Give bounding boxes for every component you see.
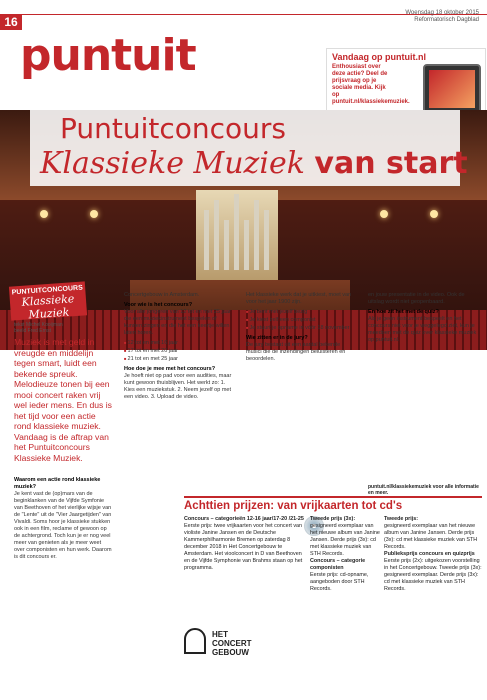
prizes-column-3 bbox=[384, 516, 482, 593]
concertgebouw-wordmark bbox=[212, 630, 252, 657]
concertgebouw-mark-icon bbox=[184, 628, 206, 654]
column-heading: Hoe doe je mee met het concours? bbox=[124, 366, 216, 372]
lamp-icon bbox=[380, 210, 388, 218]
column-heading: Wie zitten er in de jury? bbox=[246, 335, 308, 341]
prize-text: gesigneerd exemplaar van het nieuwe album van Janine Jansen. Derde prijs (3x): cd met klassieke muziek van STH Records. bbox=[310, 523, 380, 557]
badge-top: PUNTUITCONCOURS bbox=[11, 284, 84, 297]
column-text: Je kent vast de (op)mars van de beginklanken van de Vijfde Symfonie van Beethoven of het vierlijke wijsje van de "Lente" uit de "Vier Jaargetijden" van Vivaldi. Soms hoor je klassieke stukken ook in een film, reclame of gewoon op de achtergrond. Toch kun je er nog veel meer van genieten als je meer weet over componisten en hun werk. Daarom is dit concours er. bbox=[14, 491, 112, 560]
date-line bbox=[405, 10, 479, 24]
credit-text: tekst Michel Kooijman bbox=[14, 322, 63, 328]
publisher-text: Reformatorisch Dagblad bbox=[414, 17, 479, 23]
list-item: ■ 17 tot en met 20 jaar bbox=[124, 347, 234, 355]
column-text: De jury bestaat uit een aantal bekende musici die de inzendingen beluisteren en beoordelen. bbox=[246, 342, 346, 362]
footnote-link[interactable]: puntuit.nl/klassiekemuziek voor alle informatie en meer. bbox=[368, 484, 479, 496]
column-text: Het klassieke werk dat je uitkiest, moet van voor het jaar 1900 zijn. bbox=[246, 292, 352, 305]
column-text: Als je geen instrument bespeelt en het concours niet voor je weggelegd ziet, kun je meedoen met de quiz over klassieke muziek op puntuit.nl. bbox=[368, 316, 477, 343]
page-number: 16 bbox=[0, 14, 22, 30]
column-text: Je hoeft niet op pad voor een audities, maar kunt gewoon thuisblijven. Het werkt zo: 1. Kies een muziekstuk. 2. Neem jezelf op met een video. 3. Upload de video. bbox=[124, 373, 232, 400]
date-text: Woensdag 18 oktober 2015 bbox=[405, 10, 479, 16]
promo-box[interactable] bbox=[326, 48, 486, 118]
credits bbox=[14, 322, 63, 334]
prize-heading: Publieksprijs concours en quizprijs bbox=[384, 551, 475, 557]
logo-line: GEBOUW bbox=[212, 648, 249, 657]
prize-text: Eerste prijs: twee vrijkaarten voor het concert van violiste Janine Jansen en de Deutsche Kammerphilharmonie Bremen op zaterdag 8 december 2018 in Het Concertgebouw te Amsterdam. Het vioolconcert in D van Beethoven en de Vijfde Symphonie van Brahms staan op het programma. bbox=[184, 523, 303, 571]
column-heading: Waarom een actie rond klassieke muziek? bbox=[14, 477, 101, 490]
promo-text: Enthousiast over deze actie? Deel de prijsvraag op je sociale media. Kijk op puntuit.nl/klassiekemuziek. bbox=[332, 64, 410, 105]
promo-title-prefix: Vandaag op bbox=[332, 52, 383, 62]
logo-line: HET bbox=[212, 630, 228, 639]
list-item: ■ 12 tot en met 16 jaar bbox=[124, 339, 234, 347]
badge-bottom: Klassieke Muziek bbox=[21, 292, 75, 322]
headline-line2 bbox=[40, 146, 468, 181]
prizes-box bbox=[184, 496, 482, 694]
concours-badge bbox=[9, 281, 87, 320]
prize-text: Eerste prijs (2x): uitgekozen voorstelling in het Concertgebouw. Tweede prijs (3x): gesigneerd exemplaar. Derde prijs (3x): cd met klassieke muziek van STH Records. bbox=[384, 558, 482, 592]
concertgebouw-logo bbox=[184, 626, 280, 656]
column-text: Concertgebouw in Amsterdam. bbox=[124, 292, 200, 298]
headline-rest: van start bbox=[314, 146, 468, 181]
column-text: Voor alle jongeren van 12 tot en met 25 jaar die een muziekinstrument bespelen of kunnen zingen en die het een keertje willen laten horen. bbox=[124, 309, 231, 336]
column-text: en jouw presentatie in de video. Ook de uitslag wordt niet geopenbaard. bbox=[368, 292, 465, 305]
prizes-column-2 bbox=[310, 516, 380, 593]
column-heading: En hoe zit het met de quiz? bbox=[368, 309, 439, 315]
headline-italic: Klassieke Muziek bbox=[40, 146, 305, 181]
lamp-icon bbox=[40, 210, 48, 218]
prizes-column-1 bbox=[184, 516, 304, 657]
lamp-icon bbox=[90, 210, 98, 218]
list-item: ■ 21 tot en met 25 jaar bbox=[124, 355, 234, 363]
article-column-1 bbox=[14, 474, 112, 688]
column-heading: Voor wie is het concours? bbox=[124, 302, 193, 308]
prize-heading: Tweede prijs (3x): bbox=[310, 516, 356, 522]
prize-heading: Concours – categorie componisten bbox=[310, 558, 366, 571]
prize-heading: Concours – categorieën 12-16 jaar/17-20 /21-25 bbox=[184, 516, 304, 522]
promo-title-brand[interactable]: puntuit.nl bbox=[385, 52, 427, 62]
list-item: ■ Je bent met jezelf bezig bbox=[246, 308, 356, 316]
phone-image bbox=[423, 64, 481, 114]
prize-text: gesigneerd exemplaar van het nieuwe album van Janine Jansen. Derde prijs (3x): cd met klassieke muziek van STH Records. bbox=[384, 523, 478, 550]
list-item: ■ Je stuurt je opname in vóór 18 november bbox=[246, 324, 356, 332]
prize-heading: Tweede prijs: bbox=[384, 516, 419, 522]
logo-line: CONCERT bbox=[212, 639, 252, 648]
age-list bbox=[124, 339, 234, 363]
prizes-title: Achttien prijzen: van vrijkaarten tot cd's bbox=[184, 500, 403, 512]
brand-logo[interactable]: puntuit bbox=[20, 30, 196, 81]
lamp-icon bbox=[430, 210, 438, 218]
headline-line1: Puntuitconcours bbox=[60, 112, 287, 145]
intro-paragraph: Muziek is met geld in vreugde en middelijn tegen smart, luidt een bekende spreuk. Melodieuze tonen bij een mooi concert raken vrij wel ieder mens. En dus is het tijd voor een actie rond klassieke muziek. Vandaag is de aftrap van het Puntuitconcours Klassieke Muziek. bbox=[14, 337, 112, 463]
promo-title bbox=[327, 49, 485, 63]
organ bbox=[196, 190, 278, 280]
prize-text: Eerste prijs: cd-opname, aangeboden door STH Records. bbox=[310, 572, 369, 592]
rule-list bbox=[246, 308, 356, 332]
credit-photo: beeld Fred Ernst bbox=[14, 328, 51, 334]
list-item: ■ Je kiest zelf een componist bbox=[246, 316, 356, 324]
